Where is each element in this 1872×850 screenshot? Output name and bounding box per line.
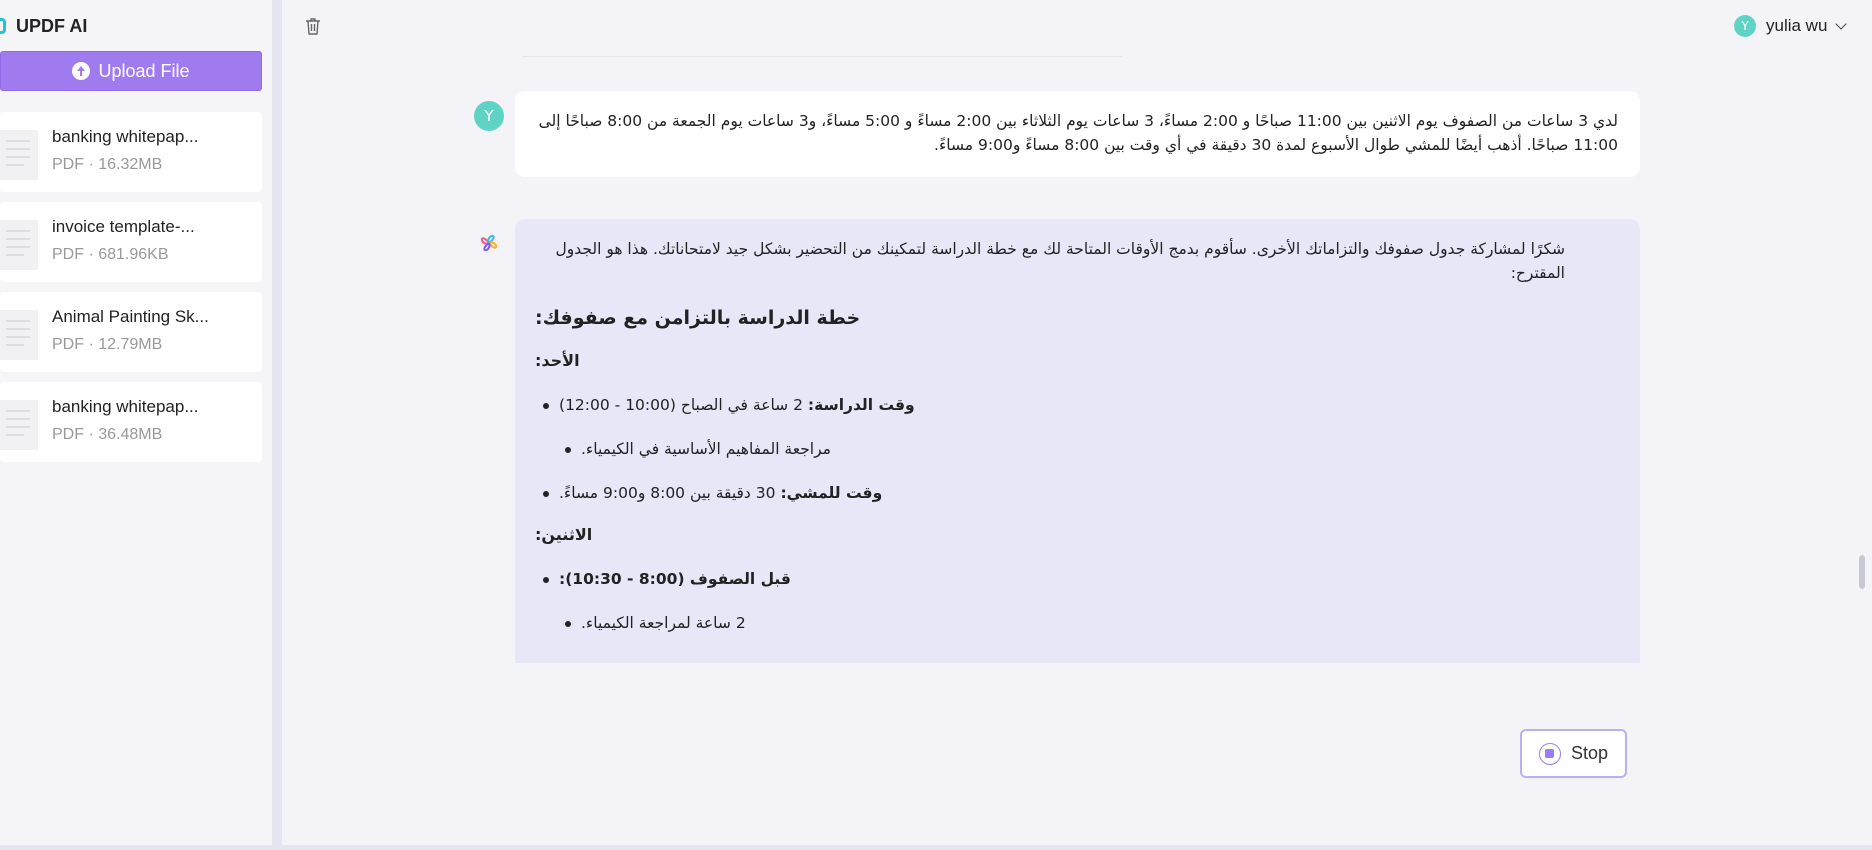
list-item-text: 30 دقيقة بين 8:00 و9:00 مساءً. [559,484,781,502]
panel-divider [272,0,282,850]
upload-file-label: Upload File [98,60,190,81]
day-heading: الاثنين: [535,525,593,544]
bullet-icon [543,403,549,409]
file-name: Animal Painting Sk... [52,307,209,326]
sidebar [0,0,272,845]
chat-panel [282,0,1872,845]
file-item[interactable] [0,292,262,372]
list-item [535,611,1620,635]
bullet-icon [565,447,571,453]
file-meta: PDF · 16.32MB [52,156,163,173]
file-meta: PDF · 12.79MB [52,336,163,353]
scrollbar-thumb[interactable] [1859,555,1865,589]
pdf-file-icon [0,220,38,270]
list-item [535,567,1620,591]
user-message [515,91,1640,177]
pdf-file-icon [0,400,38,450]
stop-label: Stop [1570,743,1609,763]
bullet-icon [543,577,549,583]
pdf-file-icon [0,310,38,360]
file-meta: PDF · 681.96KB [52,246,169,263]
user-menu[interactable] [1734,14,1845,38]
bottom-border [0,845,1872,850]
chevron-down-icon [1836,18,1847,29]
list-item [535,437,1620,461]
stop-icon [1539,743,1561,765]
list-item-text: 2 ساعة في الصباح (10:00 - 12:00) [559,396,808,414]
ai-intro: شكرًا لمشاركة جدول صفوفك والتزاماتك الأخرى. سأقوم بدمج الأوقات المتاحة لك مع خطة الدراسة لتمكينك من التحضير بشكل جيد لامتحاناتك. هذا هو الجدول المقترح: [555,240,1565,282]
day-heading: الأحد: [535,351,580,370]
ai-heading: خطة الدراسة بالتزامن مع صفوفك: [535,307,861,329]
file-item[interactable] [0,112,262,192]
file-name: banking whitepap... [52,397,199,416]
avatar: Y [1734,15,1756,37]
list-item [535,481,1620,505]
updf-ai-icon [479,233,499,253]
updf-logo-icon [0,17,6,35]
list-item-label: قبل الصفوف (8:00 - 10:30): [559,570,791,588]
upload-file-button[interactable] [0,51,262,91]
list-item-label: وقت للمشي: [780,484,883,502]
file-meta: PDF · 36.48MB [52,426,163,443]
file-name: banking whitepap... [52,127,199,146]
user-message-text: لدي 3 ساعات من الصفوف يوم الاثنين بين 11:00 صباحًا و 2:00 مساءً، 3 ساعات يوم الثلاثاء بين 2:00 مساءً و 5:00 مساءً، و3 ساعات يوم الجمعة من 8:00 صباحًا إلى 11:00 صباحًا. أذهب أيضًا للمشي طوال الأسبوع لمدة 30 دقيقة في أي وقت بين 8:00 مساءً و9:00 مساءً. [538,112,1618,154]
list-item-text: مراجعة المفاهيم الأساسية في الكيمياء. [581,440,831,458]
bullet-icon [565,621,571,627]
brand-name: UPDF AI [16,15,88,36]
ai-message [515,219,1640,663]
upload-icon [72,62,90,80]
list-item [535,393,1620,417]
stop-button[interactable] [1520,729,1627,778]
trash-icon[interactable] [304,16,322,36]
user-name: yulia wu [1766,16,1828,35]
user-avatar: Y [474,101,504,131]
bullet-icon [543,491,549,497]
file-item[interactable] [0,202,262,282]
divider [522,56,1122,57]
list-item-text: 2 ساعة لمراجعة الكيمياء. [581,614,746,632]
brand [0,12,87,40]
file-item[interactable] [0,382,262,462]
list-item-label: وقت الدراسة: [807,396,915,414]
file-name: invoice template-... [52,217,195,236]
pdf-file-icon [0,130,38,180]
